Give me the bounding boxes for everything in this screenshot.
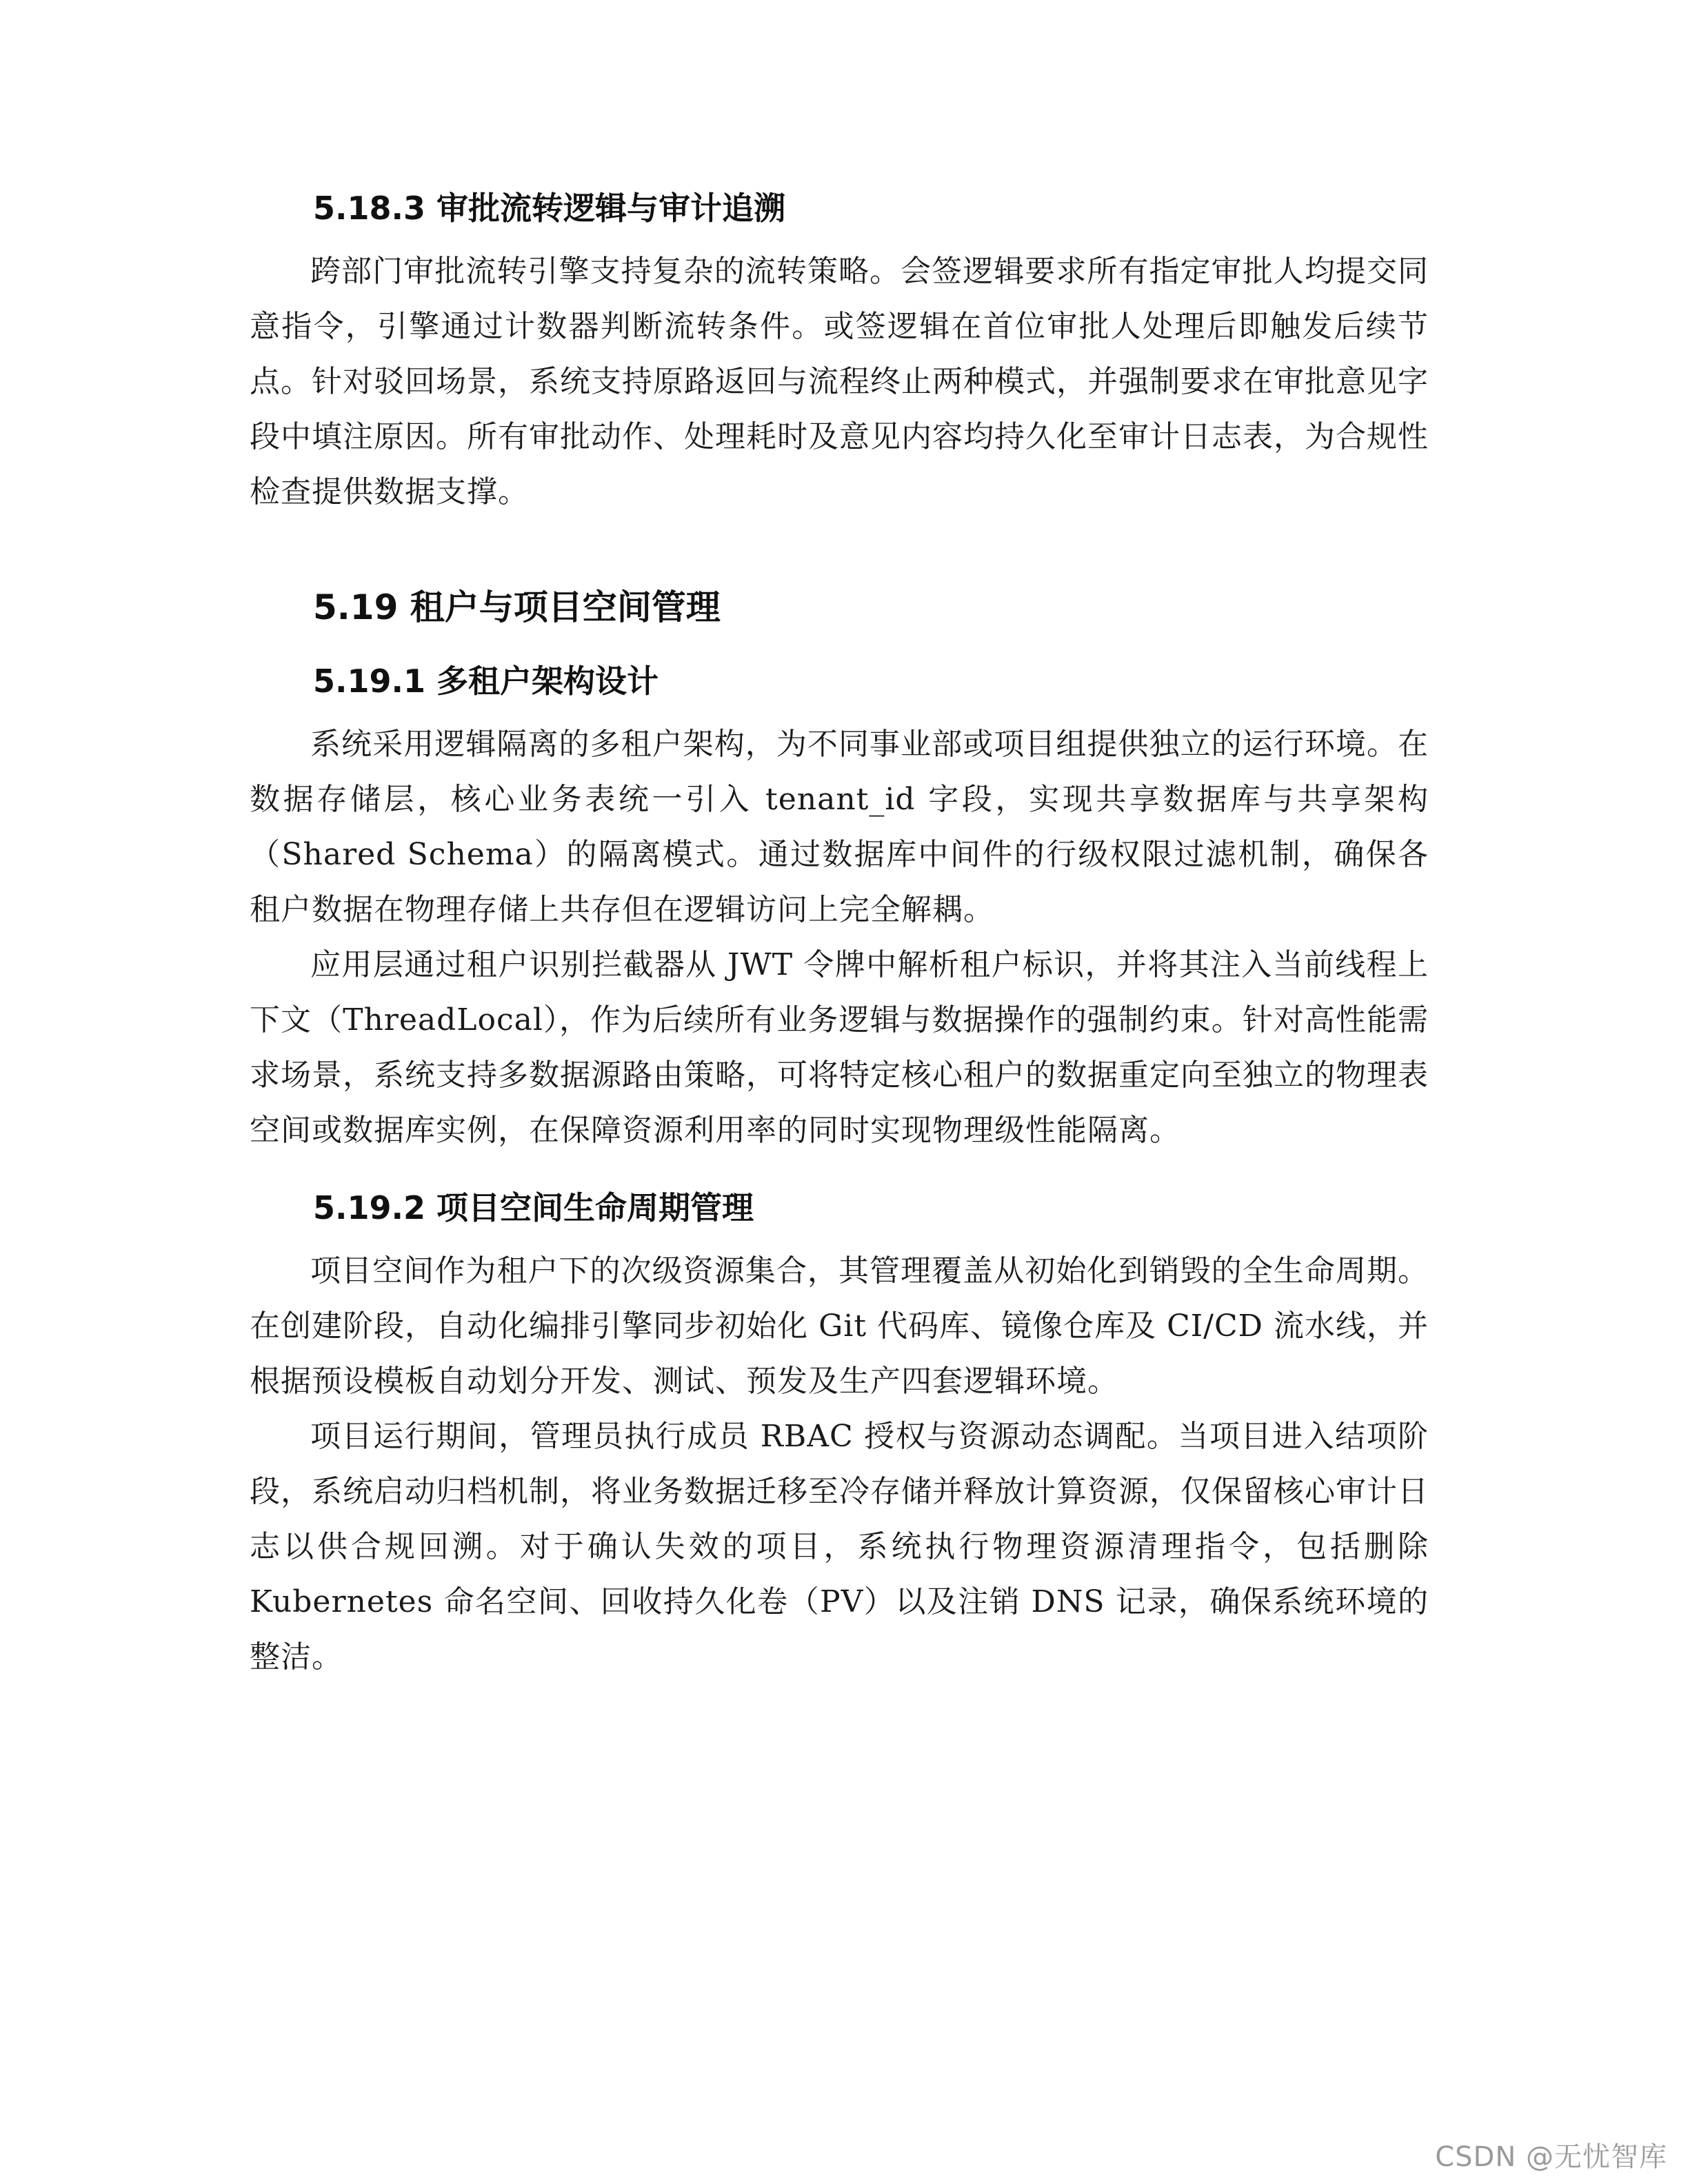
section-heading-5-18-3: 5.18.3 审批流转逻辑与审计追溯 <box>313 190 785 227</box>
watermark: CSDN @无忧智库 <box>1435 2141 1667 2173</box>
section-heading-5-19-2: 5.19.2 项目空间生命周期管理 <box>313 1189 754 1226</box>
paragraph: 跨部门审批流转引擎支持复杂的流转策略。会签逻辑要求所有指定审批人均提交同意指令，引擎通过计数器判断流转条件。或签逻辑在首位审批人处理后即触发后续节点。针对驳回场景，系统支持原路返回与流程终止两种模式，并强制要求在审批意见字段中填注原因。所有审批动作、处理耗时及意见内容均持久化至审计日志表，为合规性检查提供数据支撑。 <box>250 254 1429 509</box>
section-heading-5-19-1: 5.19.1 多租户架构设计 <box>313 663 659 700</box>
paragraph: 项目运行期间，管理员执行成员 RBAC 授权与资源动态调配。当项目进入结项阶段，系统启动归档机制，将业务数据迁移至冷存储并释放计算资源，仅保留核心审计日志以供合规回溯。对于确认失效的项目，系统执行物理资源清理指令，包括删除 Kubernetes 命名空间、回收持久化卷（PV）以及注销 DNS 记录，确保系统环境的整洁。 <box>250 1419 1429 1675</box>
paragraph: 系统采用逻辑隔离的多租户架构，为不同事业部或项目组提供独立的运行环境。在数据存储层，核心业务表统一引入 tenant_id 字段，实现共享数据库与共享架构（Shared Schema）的隔离模式。通过数据库中间件的行级权限过滤机制，确保各租户数据在物理存储上共存但在逻辑访问上完全解耦。 <box>250 727 1429 927</box>
paragraph: 应用层通过租户识别拦截器从 JWT 令牌中解析租户标识，并将其注入当前线程上下文（ThreadLocal），作为后续所有业务逻辑与数据操作的强制约束。针对高性能需求场景，系统支持多数据源路由策略，可将特定核心租户的数据重定向至独立的物理表空间或数据库实例，在保障资源利用率的同时实现物理级性能隔离。 <box>250 947 1429 1148</box>
section-heading-5-19: 5.19 租户与项目空间管理 <box>313 587 721 627</box>
paragraph: 项目空间作为租户下的次级资源集合，其管理覆盖从初始化到销毁的全生命周期。在创建阶段，自动化编排引擎同步初始化 Git 代码库、镜像仓库及 CI/CD 流水线，并根据预设模板自动划分开发、测试、预发及生产四套逻辑环境。 <box>250 1253 1429 1399</box>
document-body <box>250 186 1429 1685</box>
